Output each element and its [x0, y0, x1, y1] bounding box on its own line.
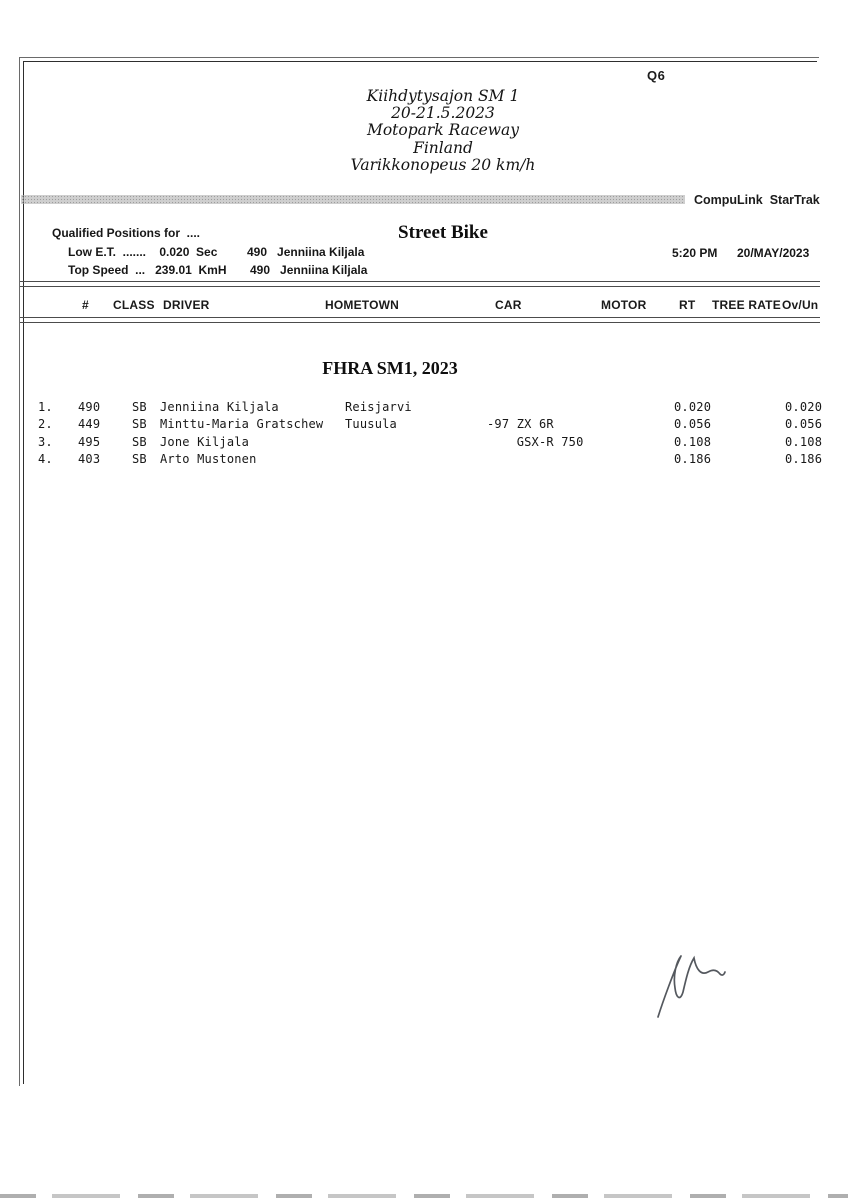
row-class: SB: [132, 452, 147, 466]
event-note: Varikkonopeus 20 km/h: [350, 155, 536, 174]
results-section-title: FHRA SM1, 2023: [322, 358, 458, 378]
row-class: SB: [132, 435, 147, 449]
row-ovun: 0.186: [785, 452, 823, 466]
handwritten-signature-scribble: [650, 945, 745, 1025]
event-header: [293, 88, 593, 174]
row-position: 2.: [38, 417, 53, 431]
halftone-separator: [21, 195, 685, 204]
timing-system-brand: CompuLink StarTrak: [694, 193, 820, 207]
low-et-holder: 490 Jenniina Kiljala: [247, 245, 365, 259]
print-time: 5:20 PM: [672, 246, 718, 260]
row-hometown: Tuusula: [345, 417, 397, 431]
row-car: GSX-R 750: [487, 435, 584, 449]
col-header-tree-rate: TREE RATE: [712, 298, 781, 312]
row-ovun: 0.020: [785, 400, 823, 414]
row-driver: Jone Kiljala: [160, 435, 250, 449]
row-class: SB: [132, 400, 147, 414]
event-title: Kiihdytysajon SM 1: [366, 87, 520, 105]
row-car: -97 ZX 6R: [487, 417, 554, 431]
scan-edge-artifact: [0, 1194, 848, 1198]
col-header-class: CLASS: [113, 298, 155, 312]
low-et-line: Low E.T. ....... 0.020 Sec: [68, 245, 218, 259]
row-rt: 0.056: [674, 417, 712, 431]
event-venue: Motopark Raceway: [366, 121, 520, 140]
row-driver: Jenniina Kiljala: [160, 400, 279, 414]
col-header-hometown: HOMETOWN: [325, 298, 400, 312]
col-header-rt: RT: [679, 298, 696, 312]
col-header-driver: DRIVER: [163, 298, 210, 312]
row-driver: Minttu-Maria Gratschew: [160, 417, 324, 431]
row-rt: 0.186: [674, 452, 712, 466]
row-number: 449: [78, 417, 101, 431]
row-position: 3.: [38, 435, 53, 449]
table-rule-top: [20, 281, 820, 287]
row-ovun: 0.056: [785, 417, 823, 431]
top-speed-holder: 490 Jenniina Kiljala: [250, 263, 368, 277]
table-row: [0, 452, 848, 469]
event-dates: 20-21.5.2023: [391, 104, 495, 123]
table-row: [0, 400, 848, 417]
class-title: Street Bike: [398, 222, 488, 243]
col-header-number: #: [82, 298, 89, 312]
event-country: Finland: [413, 138, 473, 157]
col-header-ovun: Ov/Un: [782, 298, 819, 312]
print-date: 20/MAY/2023: [737, 246, 810, 260]
col-header-motor: MOTOR: [601, 298, 647, 312]
row-number: 490: [78, 400, 101, 414]
row-driver: Arto Mustonen: [160, 452, 257, 466]
row-class: SB: [132, 417, 147, 431]
table-rule-bottom: [20, 317, 820, 323]
row-number: 495: [78, 435, 101, 449]
table-row: [0, 417, 848, 434]
row-rt: 0.020: [674, 400, 712, 414]
sheet-label: Q6: [647, 68, 666, 83]
row-position: 1.: [38, 400, 53, 414]
row-rt: 0.108: [674, 435, 712, 449]
row-hometown: Reisjarvi: [345, 400, 412, 414]
col-header-car: CAR: [495, 298, 522, 312]
table-row: [0, 435, 848, 452]
row-position: 4.: [38, 452, 53, 466]
scan-page-frame-inner: [23, 61, 817, 1084]
qualified-positions-heading: Qualified Positions for ....: [52, 226, 201, 240]
row-number: 403: [78, 452, 101, 466]
top-speed-line: Top Speed ... 239.01 KmH: [68, 263, 227, 277]
row-ovun: 0.108: [785, 435, 823, 449]
